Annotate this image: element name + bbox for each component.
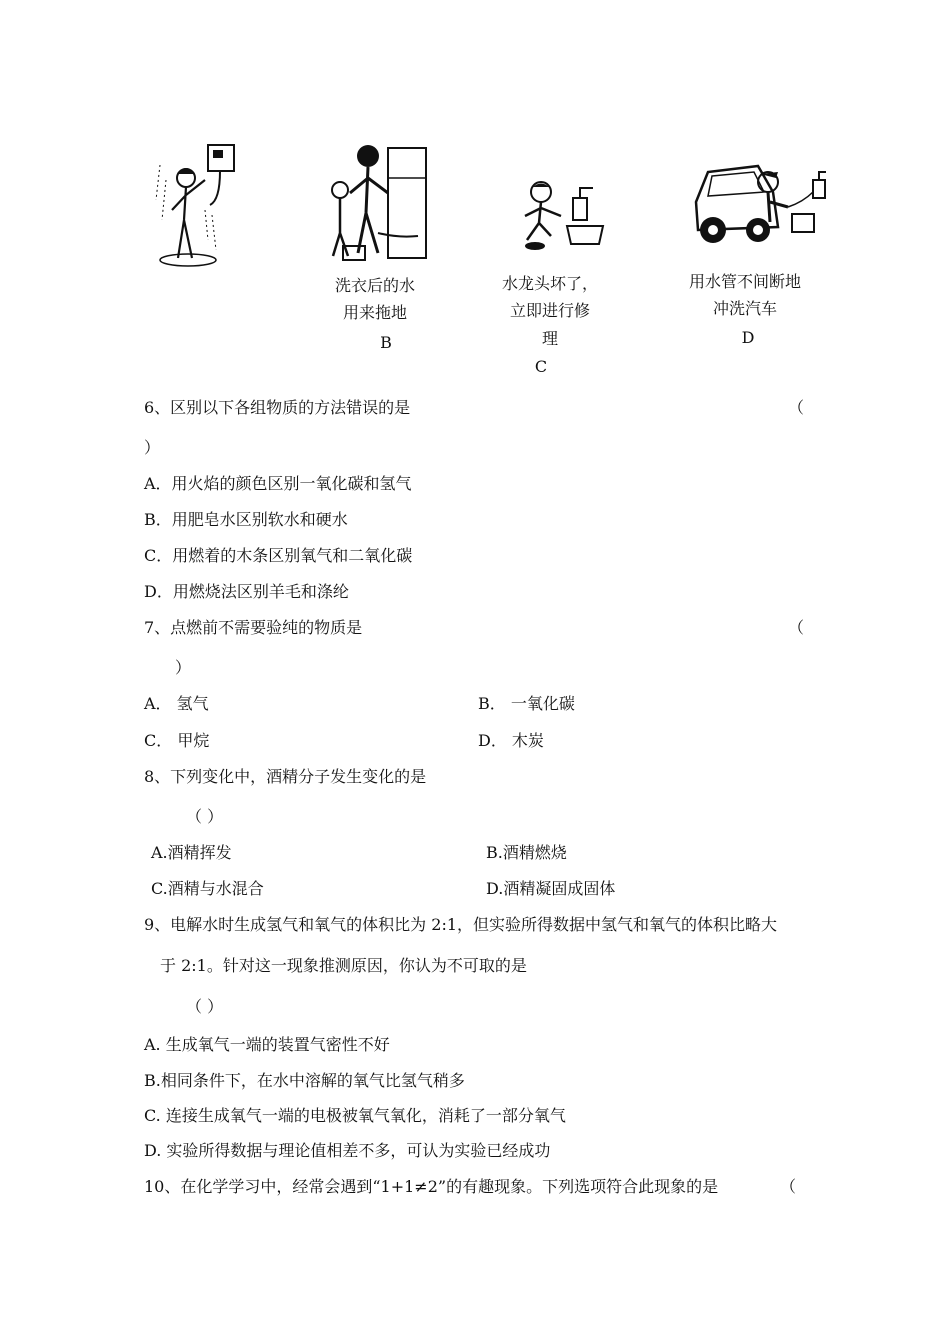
q8-option-c: C.酒精与水混合 <box>151 879 264 898</box>
q6-stem: 6、区别以下各组物质的方法错误的是 <box>144 398 411 417</box>
caption-b-line2: 用来拖地 <box>342 303 407 322</box>
caption-d-letter: D <box>741 328 755 347</box>
q6-option-d: D．用燃烧法区别羊毛和涤纶 <box>144 582 349 601</box>
caption-c-line2: 立即进行修 <box>509 301 590 320</box>
q7-option-b: B． 一氧化碳 <box>478 694 575 713</box>
q8-stem: 8、下列变化中，酒精分子发生变化的是 <box>144 767 427 786</box>
q8-option-a: A.酒精挥发 <box>151 843 232 862</box>
q7-option-c: C． 甲烷 <box>144 731 210 750</box>
caption-b-letter: B <box>380 333 392 352</box>
q9-option-c: C. 连接生成氧气一端的电极被氧气氧化，消耗了一部分氧气 <box>144 1106 566 1125</box>
q9-stem-line2: 于 2:1。针对这一现象推测原因，你认为不可取的是 <box>160 956 527 975</box>
shower-illustration <box>150 140 245 270</box>
caption-c-letter: C <box>534 357 548 376</box>
q8-option-d: D.酒精凝固成固体 <box>486 879 616 898</box>
q10-answer-paren-open: （ <box>780 1177 797 1196</box>
q6-option-b: B．用肥皂水区别软水和硬水 <box>144 510 348 529</box>
caption-d-line2: 冲洗汽车 <box>712 299 777 318</box>
q9-stem-line1: 9、电解水时生成氢气和氧气的体积比为 2:1，但实验所得数据中氢气和氧气的体积比略大 <box>144 915 778 934</box>
q6-answer-paren-close: ） <box>144 438 161 457</box>
q9-option-b: B.相同条件下，在水中溶解的氧气比氢气稍多 <box>144 1071 465 1090</box>
q6-option-c: C．用燃着的木条区别氧气和二氧化碳 <box>144 546 413 565</box>
q7-answer-paren-open: （ <box>788 618 805 637</box>
laundry-mopping-illustration <box>318 138 430 268</box>
q9-option-d: D. 实验所得数据与理论值相差不多，可认为实验已经成功 <box>144 1141 551 1160</box>
q7-stem: 7、点燃前不需要验纯的物质是 <box>144 618 363 637</box>
q7-option-d: D． 木炭 <box>478 731 544 750</box>
q7-option-a: A． 氢气 <box>144 694 209 713</box>
q6-answer-paren-open: （ <box>788 398 805 417</box>
caption-d-line1: 用水管不间断地 <box>688 272 801 291</box>
q7-answer-paren-close: ） <box>175 658 192 677</box>
q9-option-a: A. 生成氧气一端的装置气密性不好 <box>144 1035 390 1054</box>
caption-c-line1: 水龙头坏了， <box>501 274 598 293</box>
car-washing-illustration <box>688 152 833 252</box>
q6-option-a: A．用火焰的颜色区别一氧化碳和氢气 <box>144 474 412 493</box>
caption-b-line1: 洗衣后的水 <box>334 276 415 295</box>
faucet-repair-illustration <box>515 178 607 253</box>
caption-c-line3: 理 <box>541 329 558 348</box>
q8-answer-paren: （ ） <box>186 807 224 826</box>
q10-stem: 10、在化学学习中，经常会遇到“1+1≠2”的有趣现象。下列选项符合此现象的是 <box>144 1177 719 1196</box>
q9-answer-paren: （ ） <box>186 997 224 1016</box>
q8-option-b: B.酒精燃烧 <box>486 843 567 862</box>
